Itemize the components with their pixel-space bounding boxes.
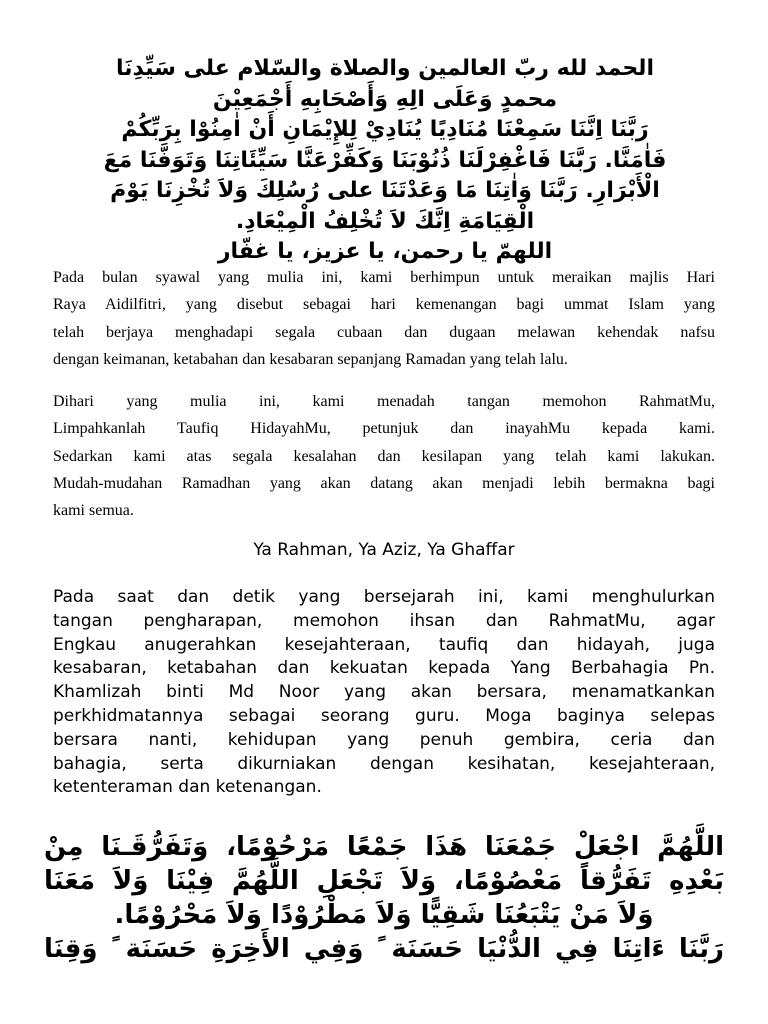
text-line: Mudah-mudahan Ramadhan yang akan datang akan menjadi lebih bermakna bagi [53, 474, 715, 492]
paragraph-prayer [53, 388, 715, 524]
text-line: kami semua. [53, 502, 134, 520]
text-line: Limpahkanlah Taufiq HidayahMu, petunjuk dan inayahMu kepada kami. [53, 420, 715, 438]
arabic-opening-prayer [40, 54, 730, 268]
center-invocation: Ya Rahman, Ya Aziz, Ya Ghaffar [253, 540, 515, 560]
text-line: Engkau anugerahkan kesejahteraan, taufiq dan hidayah, juga [53, 634, 715, 655]
arabic-line: بَعْدِهِ تَفَرُّقاً مَعْصُوْمًا، وَلاَ تَجْعَلِ اللَّهُمَّ فِيْنَا وَلاَ مَعَنَا [44, 866, 724, 896]
text-line: Raya Aidilfitri, yang disebut sebagai hari kemenangan bagi ummat Islam yang [53, 296, 715, 314]
text-line: bersara nanti, kehidupan yang penuh gembira, ceria dan [53, 729, 715, 750]
arabic-line: اللهمّ يا رحمن، يا عزيز، يا غفّار [217, 239, 553, 264]
text-line: Dihari yang mulia ini, kami menadah tangan memohon RahmatMu, [53, 393, 715, 410]
text-line: ketenteraman dan ketenangan. [53, 777, 322, 798]
text-line: tangan pengharapan, memohon ihsan dan RahmatMu, agar [53, 610, 715, 631]
text-line: Sedarkan kami atas segala kesalahan dan kesilapan yang telah kami lakukan. [53, 447, 715, 465]
arabic-line: الحمد لله ربّ العالمين والصلاة والسّلام على سَيِّدِنَا [115, 56, 654, 81]
arabic-line: محمدٍ وَعَلَى الِهِ وَأَصْحَابِهِ أَجْمَعِيْنَ [212, 86, 558, 112]
arabic-line: رَبَّنَا اِنَّنَا سَمِعْنَا مُنَادِيًا يُنَادِيْ لِلإِيْمَانِ أَنْ اٰمِنُوْا بِرَبِّكُمْ [121, 117, 649, 142]
paragraph-syawal [53, 264, 715, 373]
arabic-line: الْأَبْرَارِ. رَبَّنَا وَاٰتِنَا مَا وَعَدْتَنَا على رُسُلِكَ وَلاَ تُخْزِنَا يَوْمَ [110, 178, 660, 203]
arabic-line: الْقِيَامَةِ اِنَّكَ لاَ تُخْلِفُ الْمِيْعَادِ. [235, 208, 535, 234]
text-line: Pada saat dan detik yang bersejarah ini, kami menghulurkan [53, 587, 715, 607]
text-line: bahagia, serta dikurniakan dengan kesihatan, kesejahteraan, [53, 753, 715, 774]
arabic-closing-prayer [44, 830, 724, 966]
arabic-line: رَبَّنَا ءَاتِنَا فِي الدُّنْيَا حَسَنَة ً وَفِي الأَخِرَةِ حَسَنَة ً وَقِنَا [44, 934, 724, 964]
text-line: Khamlizah binti Md Noor yang akan bersara, menamatkankan [53, 682, 715, 703]
arabic-line: فَاٰمَنَّا. رَبَّنَا فَاغْفِرْلَنَا ذُنُوْبَنَا وَكَفِّرْعَنَّا سَيِّئَاتِنَا وَتَوَفَّنَا مَعَ [103, 147, 667, 173]
text-line: perkhidmatannya sebagai seorang guru. Moga baginya selepas [53, 705, 715, 726]
text-line: kesabaran, ketabahan dan kekuatan kepada Yang Berbahagia Pn. [53, 658, 715, 679]
text-line: telah berjaya menghadapi segala cubaan dan dugaan melawan kehendak nafsu [53, 323, 715, 341]
paragraph-retirement [53, 586, 715, 800]
text-line: dengan keimanan, ketabahan dan kesabaran sepanjang Ramadan yang telah lalu. [53, 350, 568, 368]
arabic-line: وَلاَ مَنْ يَتْبَعُنَا شَقِيًّا وَلاَ مَطْرُوْدًا وَلاَ مَحْرُوْمًا. [114, 900, 654, 930]
text-line: Pada bulan syawal yang mulia ini, kami berhimpun untuk meraikan majlis Hari [53, 269, 715, 286]
arabic-line: اللَّهُمَّ اجْعَلْ جَمْعَنَا هَذَا جَمْعًا مَرْحُوْمًا، وَتَفَرُّقَـنَا مِنْ [44, 832, 724, 862]
